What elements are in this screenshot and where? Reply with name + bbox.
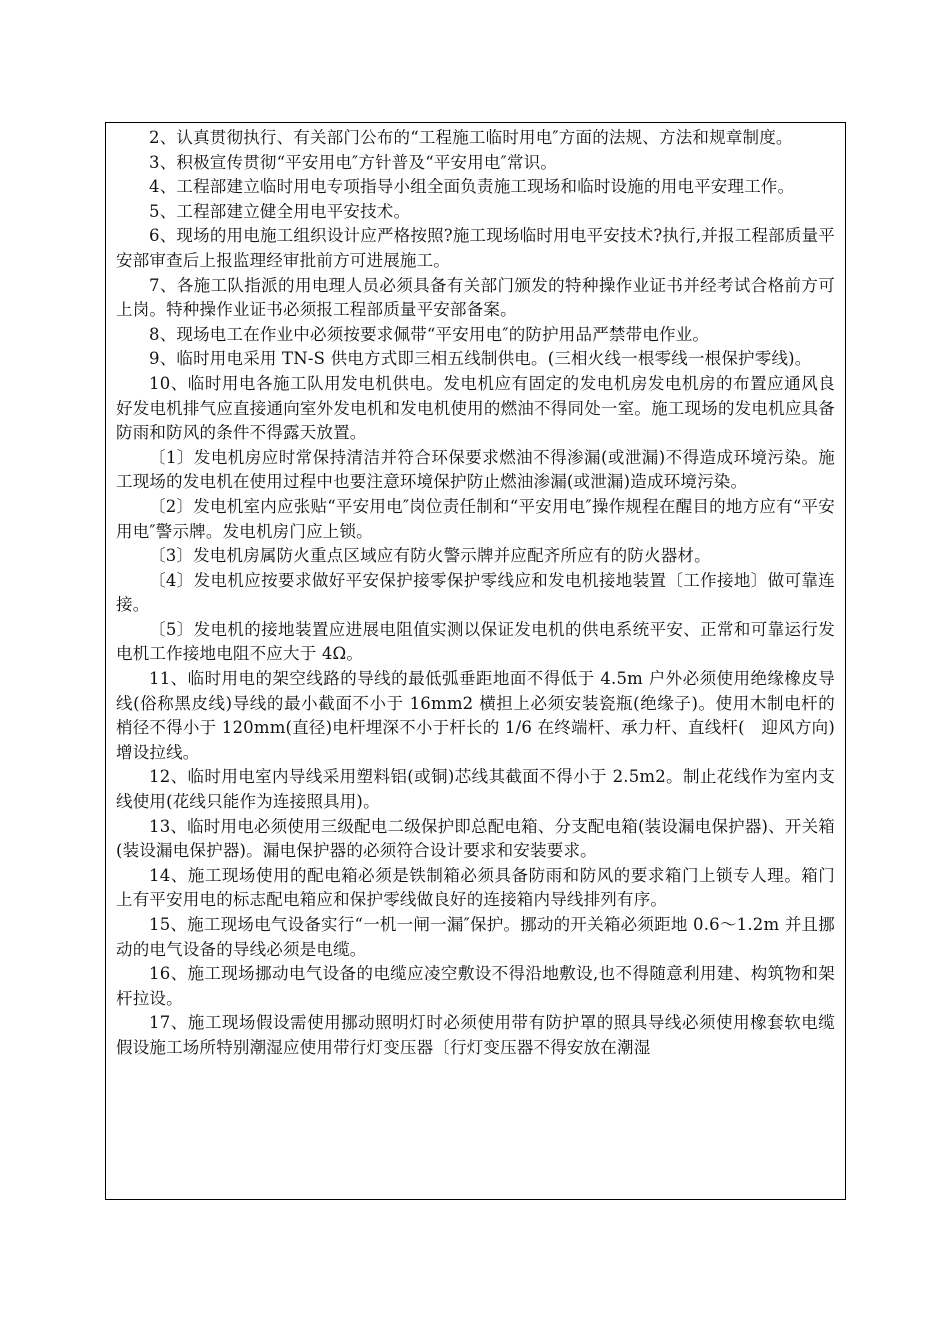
- paragraph: 2、认真贯彻执行、有关部门公布的“工程施工临时用电″方面的法规、方法和规章制度。: [149, 128, 793, 147]
- sub-paragraph: 〔4〕发电机应按要求做好平安保护接零保护零线应和发电机接地装置〔工作接地〕做可靠连接。: [116, 570, 835, 615]
- paragraph: 7、各施工队指派的用电理人员必须具备有关部门颁发的特种操作业证书并经考试合格前方可上岗。特种操作业证书必须报工程部质量平安部备案。: [116, 275, 835, 320]
- paragraph: 16、施工现场挪动电气设备的电缆应凌空敷设不得沿地敷设,也不得随意利用建、构筑物和架杆拉设。: [116, 964, 835, 1008]
- document-body: [106, 123, 845, 1061]
- paragraph: 5、工程部建立健全用电平安技术。: [149, 201, 411, 221]
- sub-paragraph: 〔5〕发电机的接地装置应进展电阻值实测以保证发电机的供电系统平安、正常和可靠运行发电机工作接地电阻不应大于 4Ω。: [116, 619, 835, 664]
- sub-paragraph: 〔3〕发电机房属防火重点区域应有防火警示牌并应配齐所应有的防火器材。: [149, 546, 711, 566]
- paragraph: 6、现场的用电施工组织设计应严格按照?施工现场临时用电平安技术?执行,并报工程部质量平安部审查后上报监理经审批前方可进展施工。: [116, 226, 835, 270]
- paragraph: 9、临时用电采用 TN-S 供电方式即三相五线制供电。(三相火线一根零线一根保护零线)。: [149, 349, 812, 369]
- sub-paragraph: 〔1〕发电机房应时常保持清洁并符合环保要求燃油不得渗漏(或泄漏)不得造成环境污染。施工现场的发电机在使用过程中也要注意环境保护防止燃油渗漏(或泄漏)造成环境污染。: [116, 447, 835, 492]
- document-frame: [105, 122, 846, 1200]
- paragraph: 15、施工现场电气设备实行“一机一闸一漏″保护。挪动的开关箱必须距地 0.6～1.2m 并且挪动的电气设备的导线必须是电缆。: [116, 915, 835, 959]
- paragraph: 3、积极宣传贯彻“平安用电″方针普及“平安用电″常识。: [149, 152, 558, 172]
- paragraph: 13、临时用电必须使用三级配电二级保护即总配电箱、分支配电箱(装设漏电保护器)、开关箱(装设漏电保护器)。漏电保护器的必须符合设计要求和安装要求。: [116, 816, 835, 861]
- paragraph: 10、临时用电各施工队用发电机供电。发电机应有固定的发电机房发电机房的布置应通风良好发电机排气应直接通向室外发电机和发电机使用的燃油不得同处一室。施工现场的发电机应具备防雨和防风的条件不得露天放置。: [116, 373, 835, 443]
- paragraph: 11、临时用电的架空线路的导线的最低弧垂距地面不得低于 4.5m 户外必须使用绝缘橡皮导线(俗称黑皮线)导线的最小截面不小于 16mm2 横担上必须安装瓷瓶(绝缘子)。使用木制电杆的梢径不得小于 120mm(直径)电杆埋深不小于杆长的 1/6 在终端杆、承力杆、直线杆( 迎风方向)增设拉线。: [116, 669, 835, 762]
- paragraph: 17、施工现场假设需使用挪动照明灯时必须使用带有防护罩的照具导线必须使用橡套软电缆假设施工场所特别潮湿应使用带行灯变压器〔行灯变压器不得安放在潮湿: [116, 1013, 835, 1057]
- paragraph: 8、现场电工在作业中必须按要求佩带“平安用电″的防护用品严禁带电作业。: [149, 324, 710, 344]
- paragraph: 12、临时用电室内导线采用塑料铝(或铜)芯线其截面不得小于 2.5m2。制止花线作为室内支线使用(花线只能作为连接照具用)。: [116, 767, 835, 812]
- sub-paragraph: 〔2〕发电机室内应张贴“平安用电″岗位责任制和“平安用电″操作规程在醒目的地方应有“平安用电″警示牌。发电机房门应上锁。: [116, 496, 835, 541]
- paragraph: 4、工程部建立临时用电专项指导小组全面负责施工现场和临时设施的用电平安理工作。: [149, 177, 795, 197]
- paragraph: 14、施工现场使用的配电箱必须是铁制箱必须具备防雨和防风的要求箱门上锁专人理。箱门上有平安用电的标志配电箱应和保护零线做良好的连接箱内导线排列有序。: [116, 865, 835, 910]
